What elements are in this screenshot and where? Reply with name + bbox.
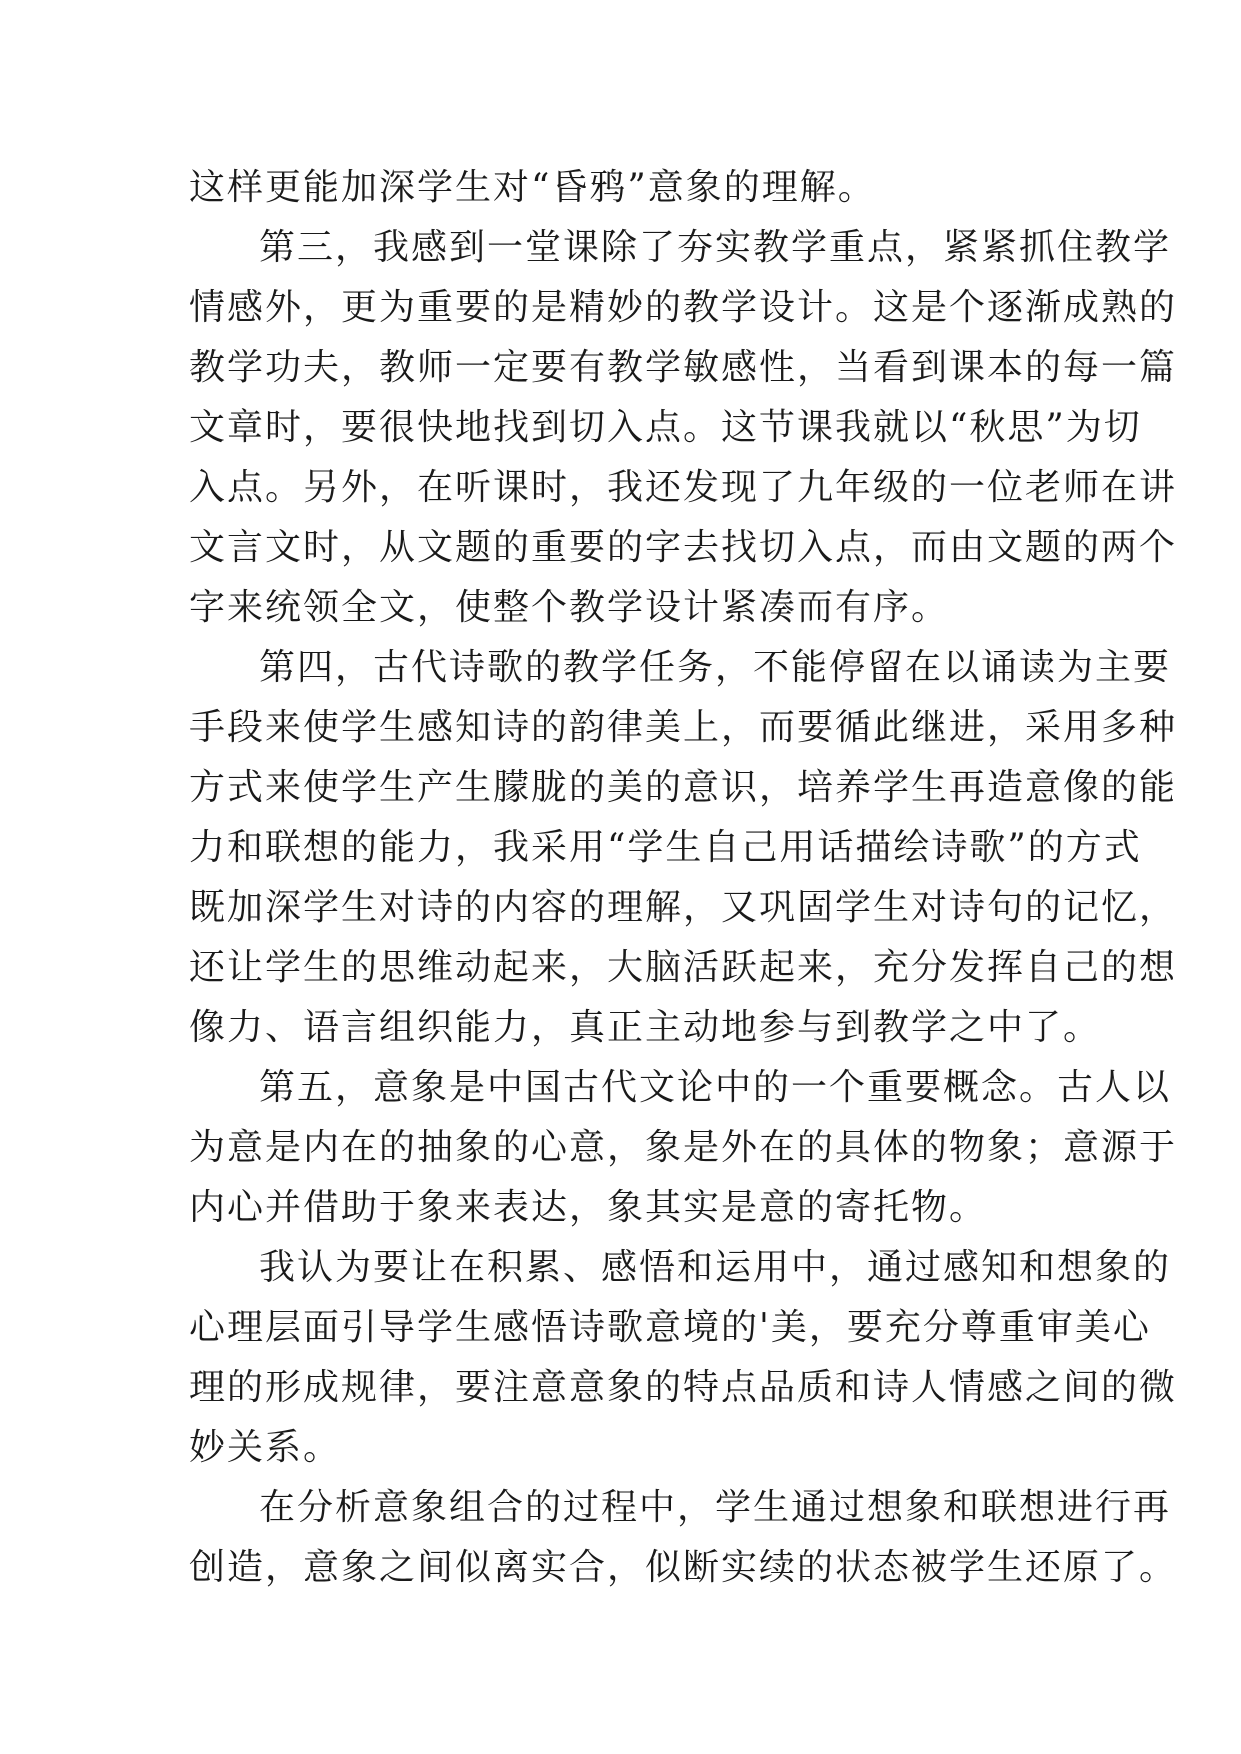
text-line: 情感外，更为重要的是精妙的教学设计。这是个逐渐成熟的: [189, 287, 1178, 328]
text-line: 教学功夫，教师一定要有教学敏感性，当看到课本的每一篇: [189, 347, 1178, 388]
text-line: 既加深学生对诗的内容的理解，又巩固学生对诗句的记忆，: [189, 887, 1178, 928]
text-line: 为意是内在的抽象的心意，象是外在的具体的物象；意源于: [189, 1127, 1178, 1168]
text-line: 字来统领全文，使整个教学设计紧凑而有序。: [189, 587, 950, 628]
text-line: 力和联想的能力，我采用“学生自己用话描绘诗歌”的方式: [189, 827, 1142, 868]
text-line: 手段来使学生感知诗的韵律美上，而要循此继进，采用多种: [189, 707, 1178, 748]
text-line: 像力、语言组织能力，真正主动地参与到教学之中了。: [189, 1007, 1102, 1048]
text-line: 内心并借助于象来表达，象其实是意的寄托物。: [189, 1187, 988, 1228]
text-line: 妙关系。: [189, 1427, 342, 1468]
document-body: [189, 158, 1178, 1598]
paragraph-start-line: 第五，意象是中国古代文论中的一个重要概念。古人以: [259, 1067, 1172, 1108]
text-line: 这样更能加深学生对“昏鸦”意象的理解。: [189, 167, 876, 208]
paragraph-start-line: 在分析意象组合的过程中，学生通过想象和联想进行再: [259, 1487, 1172, 1528]
text-line: 入点。另外，在听课时，我还发现了九年级的一位老师在讲: [189, 467, 1178, 508]
text-line: 文言文时，从文题的重要的字去找切入点，而由文题的两个: [189, 527, 1178, 568]
paragraph-start-line: 第四，古代诗歌的教学任务，不能停留在以诵读为主要: [259, 647, 1172, 688]
paragraph-start-line: 我认为要让在积累、感悟和运用中，通过感知和想象的: [259, 1247, 1172, 1288]
text-line: 理的形成规律，要注意意象的特点品质和诗人情感之间的微: [189, 1367, 1178, 1408]
text-line: 还让学生的思维动起来，大脑活跃起来，充分发挥自己的想: [189, 947, 1178, 988]
text-line: 方式来使学生产生朦胧的美的意识，培养学生再造意像的能: [189, 767, 1178, 808]
text-line: 创造，意象之间似离实合，似断实续的状态被学生还原了。: [189, 1547, 1178, 1588]
text-line: 文章时，要很快地找到切入点。这节课我就以“秋思”为切: [189, 407, 1142, 448]
text-line: 心理层面引导学生感悟诗歌意境的'美，要充分尊重审美心: [189, 1307, 1151, 1348]
paragraph-start-line: 第三，我感到一堂课除了夯实教学重点，紧紧抓住教学: [259, 227, 1172, 268]
